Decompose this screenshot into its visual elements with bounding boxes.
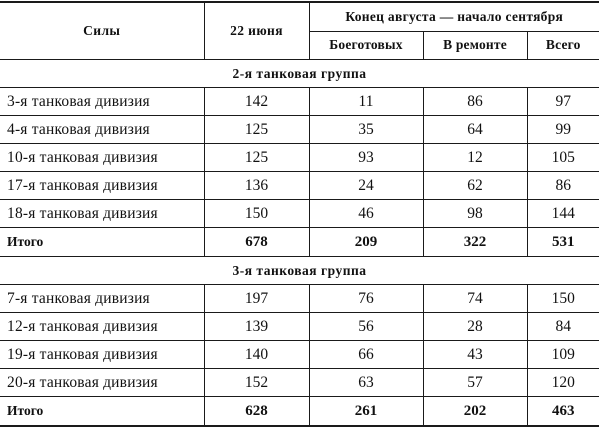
division-name-cell: 17-я танковая дивизия bbox=[0, 172, 204, 200]
in-repair-cell: 57 bbox=[423, 369, 527, 397]
total-cell: 120 bbox=[527, 369, 599, 397]
total-cell: 99 bbox=[527, 116, 599, 144]
total-in-repair-cell: 322 bbox=[423, 228, 527, 257]
total-cell: 105 bbox=[527, 144, 599, 172]
june22-cell: 125 bbox=[204, 144, 309, 172]
header-total: Всего bbox=[527, 31, 599, 60]
division-name-cell: 4-я танковая дивизия bbox=[0, 116, 204, 144]
total-cell: 86 bbox=[527, 172, 599, 200]
in-repair-cell: 86 bbox=[423, 88, 527, 116]
division-name-cell: 18-я танковая дивизия bbox=[0, 200, 204, 228]
combat-ready-cell: 11 bbox=[309, 88, 423, 116]
combat-ready-cell: 76 bbox=[309, 285, 423, 313]
combat-ready-cell: 46 bbox=[309, 200, 423, 228]
table-row bbox=[0, 200, 599, 228]
in-repair-cell: 62 bbox=[423, 172, 527, 200]
total-june22-cell: 678 bbox=[204, 228, 309, 257]
june22-cell: 125 bbox=[204, 116, 309, 144]
total-total-cell: 463 bbox=[527, 397, 599, 427]
june22-cell: 136 bbox=[204, 172, 309, 200]
total-total-cell: 531 bbox=[527, 228, 599, 257]
header-forces: Силы bbox=[0, 2, 204, 60]
total-cell: 144 bbox=[527, 200, 599, 228]
in-repair-cell: 74 bbox=[423, 285, 527, 313]
table-row bbox=[0, 88, 599, 116]
header-june22: 22 июня bbox=[204, 2, 309, 60]
total-combat-ready-cell: 261 bbox=[309, 397, 423, 427]
june22-cell: 152 bbox=[204, 369, 309, 397]
header-in-repair: В ремонте bbox=[423, 31, 527, 60]
total-label-cell: Итого bbox=[0, 228, 204, 257]
june22-cell: 142 bbox=[204, 88, 309, 116]
june22-cell: 150 bbox=[204, 200, 309, 228]
table-row bbox=[0, 144, 599, 172]
combat-ready-cell: 66 bbox=[309, 341, 423, 369]
combat-ready-cell: 93 bbox=[309, 144, 423, 172]
document-page bbox=[0, 1, 600, 426]
total-cell: 84 bbox=[527, 313, 599, 341]
division-name-cell: 20-я танковая дивизия bbox=[0, 369, 204, 397]
in-repair-cell: 28 bbox=[423, 313, 527, 341]
total-combat-ready-cell: 209 bbox=[309, 228, 423, 257]
combat-ready-cell: 35 bbox=[309, 116, 423, 144]
table-row bbox=[0, 285, 599, 313]
table-row bbox=[0, 172, 599, 200]
table-row bbox=[0, 369, 599, 397]
total-cell: 150 bbox=[527, 285, 599, 313]
combat-ready-cell: 56 bbox=[309, 313, 423, 341]
june22-cell: 197 bbox=[204, 285, 309, 313]
forces-table bbox=[0, 1, 599, 427]
header-period: Конец августа — начало сентября bbox=[309, 2, 599, 31]
division-name-cell: 10-я танковая дивизия bbox=[0, 144, 204, 172]
in-repair-cell: 12 bbox=[423, 144, 527, 172]
group-header-row bbox=[0, 60, 599, 88]
group-title: 3-я танковая группа bbox=[0, 257, 599, 285]
total-row bbox=[0, 228, 599, 257]
june22-cell: 139 bbox=[204, 313, 309, 341]
group-header-row bbox=[0, 257, 599, 285]
total-label-cell: Итого bbox=[0, 397, 204, 427]
total-in-repair-cell: 202 bbox=[423, 397, 527, 427]
division-name-cell: 3-я танковая дивизия bbox=[0, 88, 204, 116]
header-combat-ready: Боеготовых bbox=[309, 31, 423, 60]
table-body bbox=[0, 60, 599, 427]
division-name-cell: 19-я танковая дивизия bbox=[0, 341, 204, 369]
total-june22-cell: 628 bbox=[204, 397, 309, 427]
combat-ready-cell: 63 bbox=[309, 369, 423, 397]
combat-ready-cell: 24 bbox=[309, 172, 423, 200]
in-repair-cell: 64 bbox=[423, 116, 527, 144]
group-title: 2-я танковая группа bbox=[0, 60, 599, 88]
in-repair-cell: 98 bbox=[423, 200, 527, 228]
in-repair-cell: 43 bbox=[423, 341, 527, 369]
table-row bbox=[0, 313, 599, 341]
division-name-cell: 12-я танковая дивизия bbox=[0, 313, 204, 341]
total-row bbox=[0, 397, 599, 427]
division-name-cell: 7-я танковая дивизия bbox=[0, 285, 204, 313]
table-row bbox=[0, 116, 599, 144]
june22-cell: 140 bbox=[204, 341, 309, 369]
table-row bbox=[0, 341, 599, 369]
total-cell: 109 bbox=[527, 341, 599, 369]
total-cell: 97 bbox=[527, 88, 599, 116]
